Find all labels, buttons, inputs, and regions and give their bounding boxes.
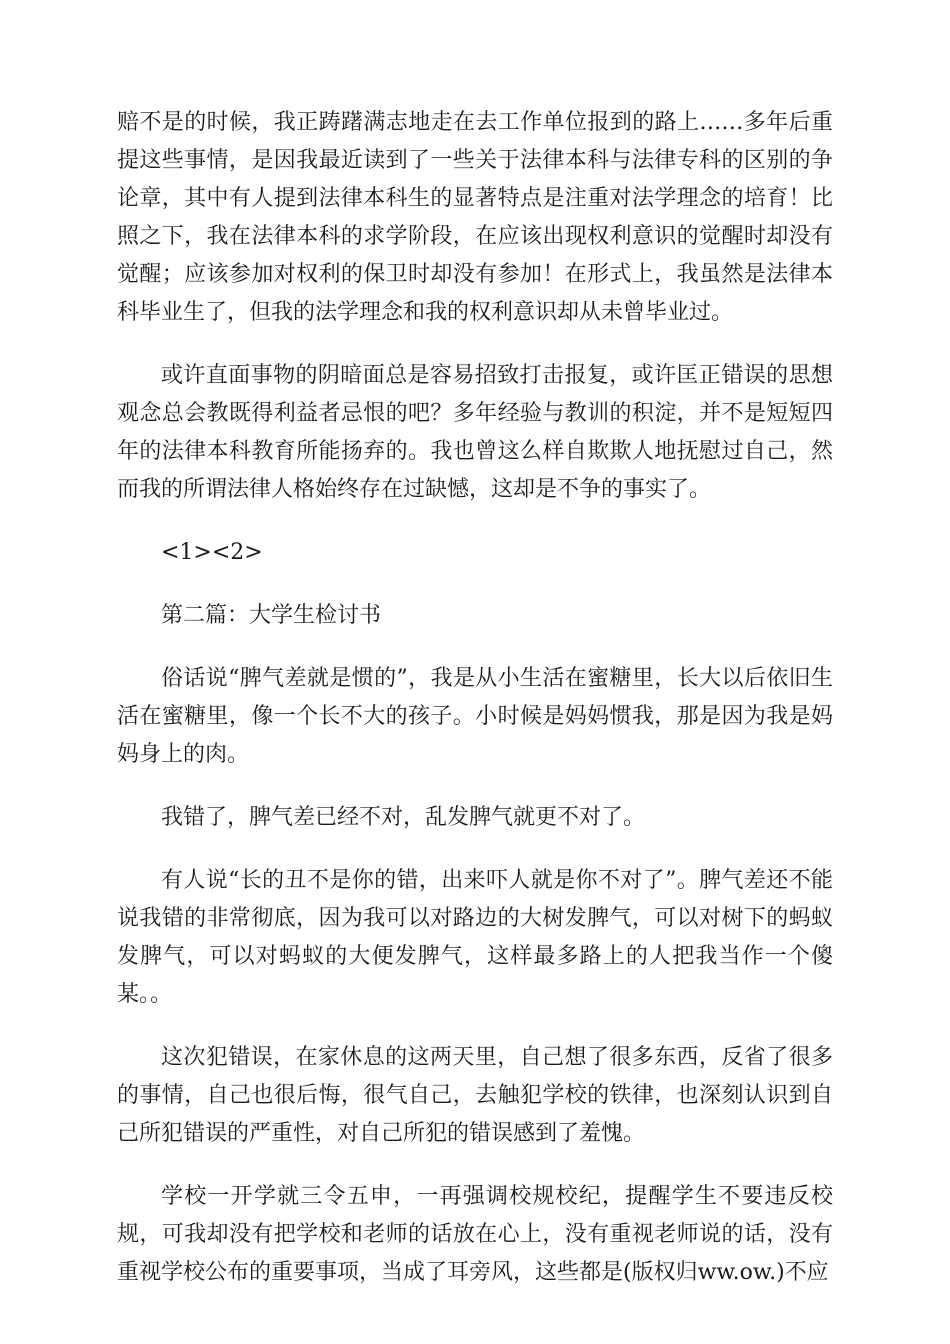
paragraph-continuation: 赔不是的时候，我正踌躇满志地走在去工作单位报到的路上……多年后重提这些事情，是因我最近读到了一些关于法律本科与法律专科的区别的争论章，其中有人提到法律本科生的显著特点是注重对法学理念的培育！比照之下，我在法律本科的求学阶段，在应该出现权利意识的觉醒时却没有觉醒；应该参加对权利的保卫时却没有参加！在形式上，我虽然是法律本科毕业生了，但我的法学理念和我的权利意识却从未曾毕业过。 [117, 110, 833, 325]
paragraph: 我错了，脾气差已经不对，乱发脾气就更不对了。 [161, 805, 646, 830]
section-heading: 第二篇：大学生检讨书 [161, 603, 382, 628]
paragraph: 俗话说“脾气差就是惯的”，我是从小生活在蜜糖里，长大以后依旧生活在蜜糖里，像一个长不大的孩子。小时候是妈妈惯我，那是因为我是妈妈身上的肉。 [117, 666, 833, 767]
paragraph: 有人说“长的丑不是你的错，出来吓人就是你不对了”。脾气差还不能说我错的非常彻底，因为我可以对路边的大树发脾气，可以对树下的蚂蚁发脾气，可以对蚂蚁的大便发脾气，这样最多路上的人把我当作一个傻某。。 [117, 868, 833, 1007]
paragraph: 或许直面事物的阴暗面总是容易招致打击报复，或许匡正错误的思想观念总会教既得利益者忌恨的吧？多年经验与教训的积淀，并不是短短四年的法律本科教育所能扬弃的。我也曾这么样自欺欺人地抚慰过自己，然而我的所谓法律人格始终存在过缺憾，这却是不争的事实了。 [117, 363, 833, 502]
document-body [117, 104, 833, 1317]
page-navigation-text: <1><2> [161, 540, 263, 565]
paragraph: 这次犯错误，在家休息的这两天里，自己想了很多东西，反省了很多的事情，自己也很后悔，很气自己，去触犯学校的铁律，也深刻认识到自己所犯错误的严重性，对自己所犯的错误感到了羞愧。 [117, 1045, 833, 1146]
paragraph: 学校一开学就三令五申，一再强调校规校纪，提醒学生不要违反校规，可我却没有把学校和老师的话放在心上，没有重视老师说的话，没有重视学校公布的重要事项，当成了耳旁风，这些都是(版权归ww.ow.)不应 [117, 1184, 833, 1285]
